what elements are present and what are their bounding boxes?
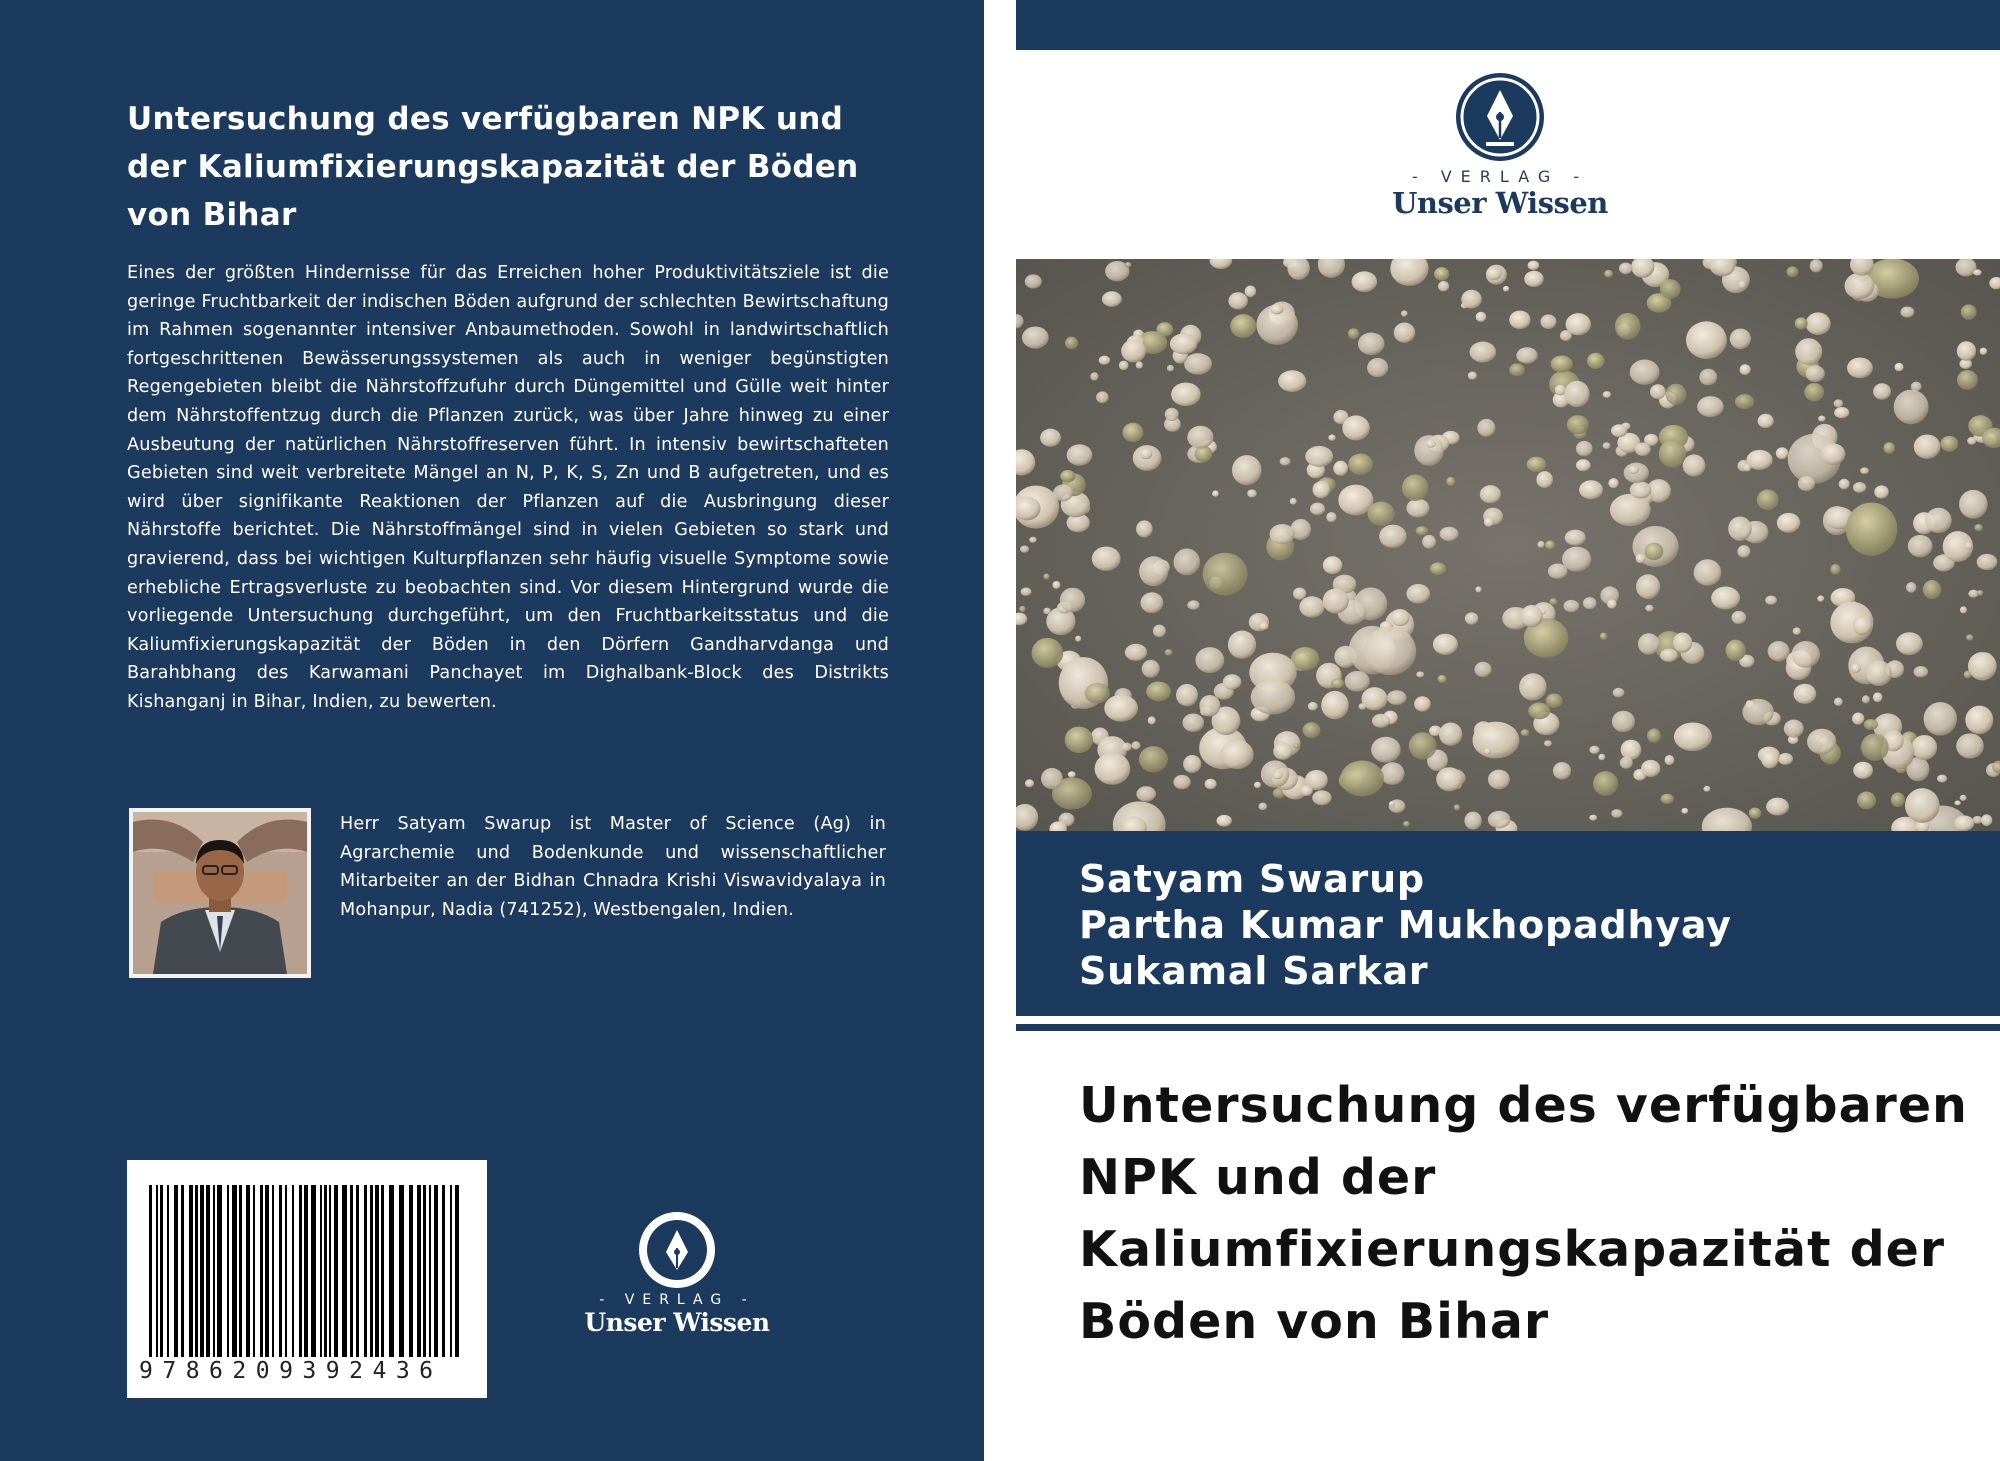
isbn-barcode [127,1160,487,1398]
author-name-3: Sukamal Sarkar [1079,949,1429,993]
author-portrait-icon [133,812,307,974]
author-photo [129,808,311,978]
front-publisher-logo [1370,72,1630,222]
author-name-2: Partha Kumar Mukhopadhyay [1079,903,1732,947]
barcode-digits: 9786209392436 [139,1358,443,1384]
back-cover-title: Untersuchung des verfügbaren NPK und der Kaliumfixierungskapazität der Böden von Bihar [127,101,859,233]
front-logo-verlag: - VERLAG - [1411,167,1589,186]
front-cover-title: Untersuchung des verfügbaren NPK und der Kaliumfixierungskapazität der Böden von Bihar [1079,1077,1968,1350]
authors-band [1016,831,2000,1016]
back-logo-name: Unser Wissen [584,1308,770,1337]
seashells-sand-image [1016,259,2000,831]
authors-band-rule [1016,1024,2000,1031]
front-logo-name: Unser Wissen [1392,186,1608,220]
publisher-seal-icon [582,1208,772,1288]
spine [984,0,1016,1461]
front-cover-top-bar [1016,0,2000,50]
back-logo-verlag: - VERLAG - [599,1292,755,1308]
author-bio: Herr Satyam Swarup ist Master of Science (Ag) in Agrarchemie und Bodenkunde und wissenschaftlicher Mitarbeiter an der Bidhan Chnadra Krishi Viswavidyalaya in Mohanpur, Nadia (741252), Westbengalen, Indien. [340,814,886,920]
fountain-pen-nib-icon [1370,72,1630,162]
barcode-bars-icon [149,1185,465,1357]
author-name-1: Satyam Swarup [1079,857,1425,901]
back-cover [0,0,984,1461]
cover-photo [1016,259,2000,831]
back-cover-abstract: Eines der größten Hindernisse für das Erreichen hoher Produktivitätsziele ist die geringe Fruchtbarkeit der indischen Böden aufgrund der schlechten Bewirtschaftung im Rahmen sogenannter intensiver Anbaumethoden. Sowohl in landwirtschaftlich fortgeschrittenen Bewässerungssystemen als auch in weniger begünstigten Regengebieten bleibt die Nährstoffzufuhr durch Düngemittel und Gülle weit hinter dem Nährstoffentzug durch die Pflanzen zurück, was über Jahre hinweg zu einer Ausbeutung der natürlichen Nährstoffreserven führt. In intensiv bewirtschafteten Gebieten sind weit verbreitete Mängel an N, P, K, S, Zn und B aufgetreten, und es wird über signifikante Reaktionen der Pflanzen auf die Ausbringung dieser Nährstoffe berichtet. Die Nährstoffmängel sind in vielen Gebieten so stark und gravierend, dass bei wichtigen Kulturpflanzen sehr häufig visuelle Symptome sowie erhebliche Ertragsverluste zu beobachten sind. Vor diesem Hintergrund wurde die vorliegende Untersuchung durchgeführt, um den Fruchtbarkeitsstatus und die Kaliumfixierungskapazität der Böden in den Dörfern Gandharvdanga und Barahbhang des Karwamani Panchayet im Dighalbank-Block des Distrikts Kishanganj in Bihar, Indien, zu bewerten. [127,263,889,712]
back-publisher-logo [582,1208,772,1338]
